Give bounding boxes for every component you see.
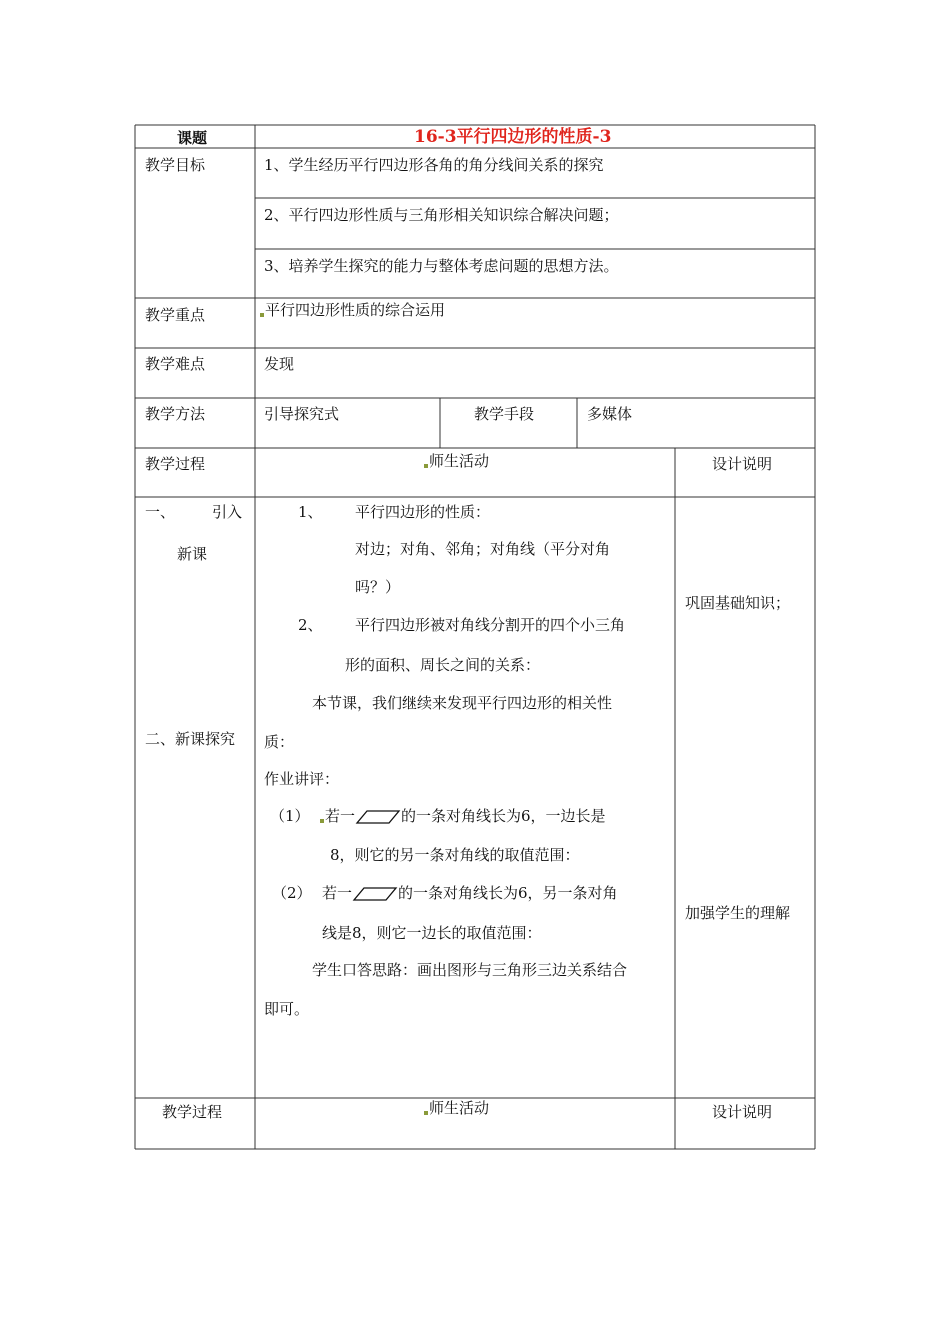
means-value: 多媒体 (587, 405, 633, 423)
difficulty-value: 发现 (264, 355, 295, 373)
answer-line-2: 即可。 (264, 1000, 310, 1018)
item2-text-1: 平行四边形被对角线分割开的四个小三角 (355, 616, 626, 634)
design-note-2: 加强学生的理解 (685, 904, 791, 922)
edit-mark-icon (424, 1111, 428, 1115)
question1-line-2: 8，则它的另一条对角线的取值范围： (330, 846, 580, 864)
edit-mark-icon (424, 464, 428, 468)
intro-line-1: 本节课，我们继续来发现平行四边形的相关性 (312, 694, 613, 712)
answer-line-1: 学生口答思路：画出图形与三角形三边关系结合 (312, 961, 628, 979)
item2-number: 2、 (298, 616, 323, 634)
goal-item-3: 3、培养学生探究的能力与整体考虑问题的思想方法。 (264, 257, 619, 275)
edit-mark-icon (260, 313, 264, 317)
item2-text-2: 形的面积、周长之间的关系： (345, 656, 541, 674)
section1-number: 一、 (145, 503, 176, 521)
edit-mark-icon (320, 819, 324, 823)
item1-detail-2: 吗？） (355, 578, 401, 596)
goal-item-2: 2、平行四边形性质与三角形相关知识综合解决问题； (264, 206, 619, 224)
key-point-label: 教学重点 (145, 306, 206, 324)
question2-line-1: 若一 的一条对角线长为6，另一条对角 (322, 884, 618, 902)
difficulty-label: 教学难点 (145, 355, 206, 373)
item1-number: 1、 (298, 503, 323, 521)
process-label: 教学过程 (145, 455, 206, 473)
means-label: 教学手段 (474, 405, 535, 423)
method-label: 教学方法 (145, 405, 206, 423)
activity-header: 师生活动 (424, 452, 489, 470)
design-header: 设计说明 (712, 455, 773, 473)
design-note-1: 巩固基础知识； (685, 594, 791, 612)
question2-number: （2） (272, 884, 312, 902)
item1-detail-1: 对边；对角、邻角；对角线（平分对角 (355, 540, 611, 558)
footer-process-label: 教学过程 (162, 1103, 223, 1121)
section1-title-b: 新课 (177, 545, 208, 563)
goal-item-1: 1、学生经历平行四边形各角的角分线间关系的探究 (264, 156, 604, 174)
page-title: 16-3平行四边形的性质-3 (414, 127, 612, 147)
goals-label: 教学目标 (145, 156, 206, 174)
section1-title-a: 引入 (212, 503, 243, 521)
homework-label: 作业讲评： (264, 770, 340, 788)
key-point-value: 平行四边形性质的综合运用 (260, 301, 445, 319)
method-value: 引导探究式 (264, 405, 340, 423)
footer-design-header: 设计说明 (712, 1103, 773, 1121)
intro-line-2: 质： (264, 733, 295, 751)
question2-line-2: 线是8，则它一边长的取值范围： (322, 924, 542, 942)
parallelogram-icon (355, 809, 401, 825)
question1-line-1: 若一 的一条对角线长为6，一边长是 (320, 807, 606, 825)
question1-number: （1） (270, 807, 310, 825)
item1-text: 平行四边形的性质： (355, 503, 491, 521)
footer-activity-header: 师生活动 (424, 1099, 489, 1117)
topic-label: 课题 (177, 129, 208, 147)
parallelogram-icon (352, 886, 398, 902)
section2-title: 二、新课探究 (145, 730, 236, 748)
